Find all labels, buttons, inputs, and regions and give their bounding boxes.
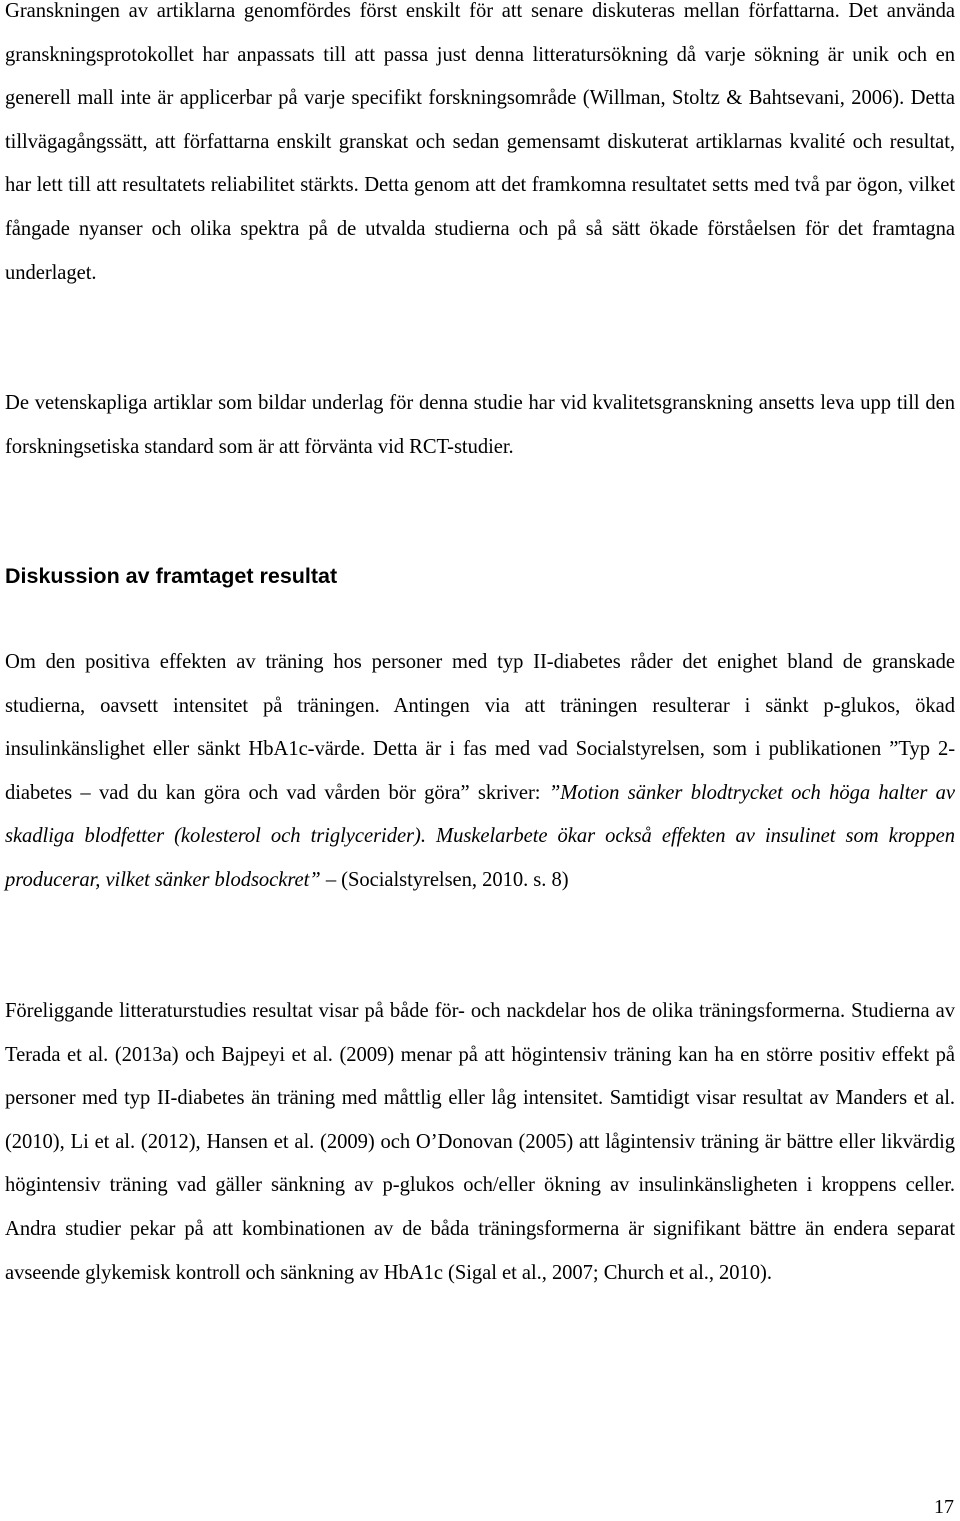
paragraph-positive-effect-text: Om den positiva effekten av träning hos personer med typ II-diabetes råder det enighet bland de granskade studierna, oavsett intensitet på träningen. Antingen via att träningen resulterar i sänkt p-glukos, ökad insulinkänslighet eller sänkt HbA1c-värde. Detta är i fas med vad Socialstyrelsen, som i publikationen ”Typ 2-diabetes – vad du kan göra och vad vården bör göra” skriver: bbox=[5, 651, 955, 804]
paragraph-ethics: De vetenskapliga artiklar som bildar underlag för denna studie har vid kvalitetsgranskning ansetts leva upp till den forskningsetiska standard som är att förvänta vid RCT-studier. bbox=[5, 392, 955, 458]
page-number: 17 bbox=[934, 1496, 954, 1518]
section-heading-discussion: Diskussion av framtaget resultat bbox=[5, 564, 338, 588]
paragraph-review-method: Granskningen av artiklarna genomfördes först enskilt för att senare diskuteras mellan författarna. Det använda granskningsprotokollet har anpassats till att passa just denna litteratursökning då varje sökning är unik och en generell mall inte är applicerbar på varje specifikt forskningsområde (Willman, Stoltz & Bahtsevani, 2006). Detta tillvägagångssätt, att författarna enskilt granskat och sedan gemensamt diskuterat artiklarnas kvalité och resultat, har lett till att resultatets reliabilitet stärkts. Detta genom att det framkomna resultatet setts med två par ögon, vilket fångade nyanser och olika spektra på de utvalda studierna och på så sätt ökade förståelsen för det framtagna underlaget. bbox=[5, 0, 955, 284]
paragraph-positive-effect bbox=[5, 641, 955, 903]
paragraph-training-forms: Föreliggande litteraturstudies resultat visar på både för- och nackdelar hos de olika träningsformerna. Studierna av Terada et al. (2013a) och Bajpeyi et al. (2009) menar på att högintensiv träning kan ha en större positiv effekt på personer med typ II-diabetes än träning med måttlig eller låg intensitet. Samtidigt visar resultat av Manders et al. (2010), Li et al. (2012), Hansen et al. (2009) och O’Donovan (2005) att lågintensiv träning är bättre eller likvärdig högintensiv träning vad gäller sänkning av p-glukos och/eller ökning av insulinkänsligheten i kroppens celler. Andra studier pekar på att kombinationen av de båda träningsformerna är signifikant bättre än endera separat avseende glykemisk kontroll och sänkning av HbA1c (Sigal et al., 2007; Church et al., 2010). bbox=[5, 1000, 955, 1284]
quote-citation: – (Socialstyrelsen, 2010. s. 8) bbox=[320, 868, 569, 891]
quote-socialstyrelsen: ”Motion sänker blodtrycket och höga halter av skadliga blodfetter (kolesterol och triglycerider). Muskelarbete ökar också effekten av insulinet som kroppen producerar, vilket sänker blodsockret” bbox=[5, 781, 956, 891]
